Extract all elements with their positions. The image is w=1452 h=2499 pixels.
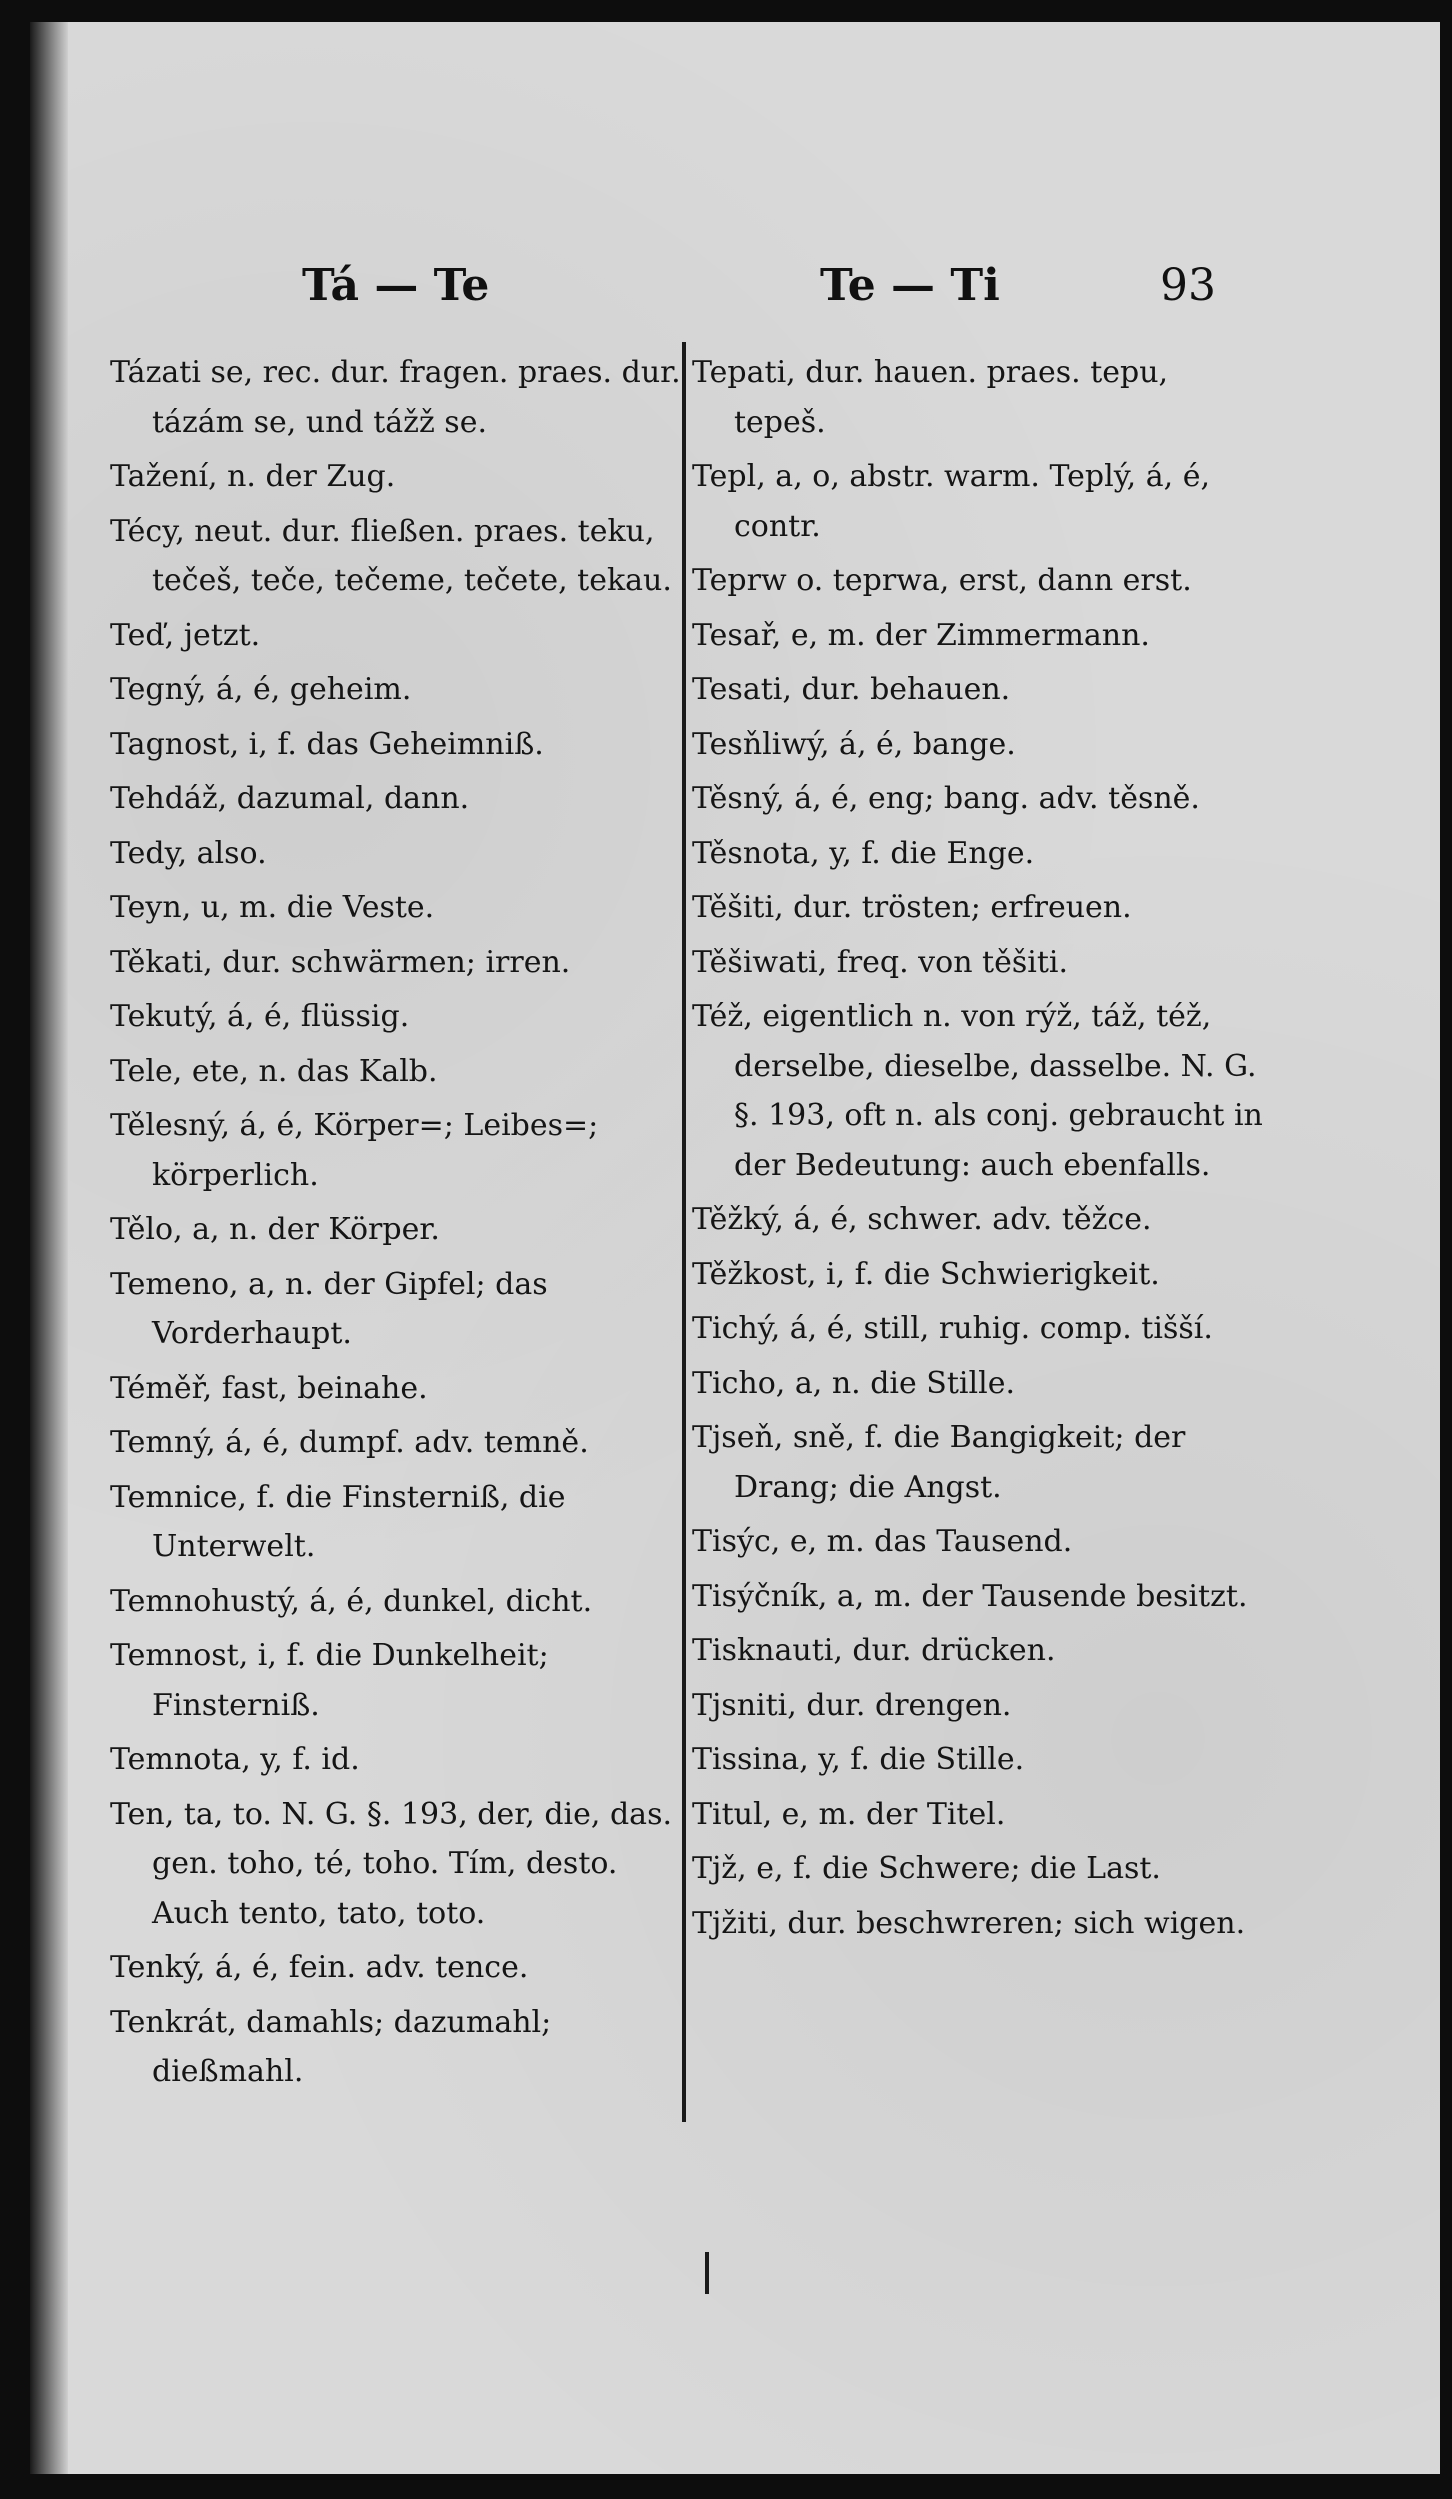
dictionary-entry: Temný, á, é, dumpf. adv. temně. — [110, 1425, 589, 1460]
dictionary-entry: Těžkost, i, f. die Schwierigkeit. — [692, 1256, 1160, 1292]
dictionary-entry: Tagnost, i, f. das Geheimniß. — [110, 726, 544, 762]
dictionary-entry: Tissina, y, f. die Stille. — [692, 1742, 1025, 1777]
dictionary-entry: Tepl, a, o, abstr. warm. Teplý, á, é, contr. — [692, 459, 1210, 544]
dictionary-entry: Técy, neut. dur. fließen. praes. teku, tečeš, teče, tečeme, tečete, tekau. — [110, 513, 672, 598]
dictionary-entry: Tisýčník, a, m. der Tausende besitzt. — [692, 1578, 1248, 1614]
dictionary-entry: Tenkrát, damahls; dazumahl; dießmahl. — [110, 2004, 552, 2089]
dictionary-entry: Temeno, a, n. der Gipfel; das Vorderhaupt. — [110, 1266, 548, 1351]
dictionary-entry: Temnost, i, f. die Dunkelheit; Finsterniß. — [110, 1638, 549, 1723]
dictionary-entry: Tenký, á, é, fein. adv. tence. — [110, 1950, 529, 1985]
dictionary-entry: Tesař, e, m. der Zimmermann. — [692, 617, 1150, 653]
dictionary-entry: Teprw o. teprwa, erst, dann erst. — [692, 563, 1192, 598]
dictionary-entry: Tichý, á, é, still, ruhig. comp. tišší. — [692, 1311, 1213, 1346]
dictionary-entry: Tělesný, á, é, Körper=; Leibes=; körperlich. — [110, 1108, 599, 1193]
dictionary-entry: Temnice, f. die Finsterniß, die Unterwelt. — [110, 1479, 566, 1564]
dictionary-entry: Tjseň, sně, f. die Bangigkeit; der Drang; die Angst. — [692, 1420, 1186, 1505]
dictionary-entry: Těšiti, dur. trösten; erfreuen. — [692, 890, 1132, 925]
running-header — [30, 260, 1440, 320]
dictionary-entry: Tepati, dur. hauen. praes. tepu, tepeš. — [692, 355, 1169, 440]
dictionary-entry: Tesati, dur. behauen. — [692, 672, 1011, 707]
dictionary-entry: Tehdáž, dazumal, dann. — [110, 781, 470, 816]
dictionary-entry: Těsný, á, é, eng; bang. adv. těsně. — [692, 781, 1200, 816]
dictionary-entry: Teyn, u, m. die Veste. — [110, 890, 435, 925]
dictionary-entry: Tisýc, e, m. das Tausend. — [692, 1524, 1073, 1559]
dictionary-entry: Tjsniti, dur. drengen. — [692, 1687, 1012, 1723]
header-left-range: Tá — Te — [302, 260, 490, 311]
dictionary-entry: Ticho, a, n. die Stille. — [692, 1365, 1015, 1401]
dictionary-entry: Tjžiti, dur. beschwreren; sich wigen. — [692, 1905, 1246, 1941]
dictionary-entry: Těkati, dur. schwärmen; irren. — [110, 944, 571, 980]
dictionary-entry: Tažení, n. der Zug. — [110, 459, 396, 494]
right-column — [692, 348, 1267, 1953]
dictionary-entry: Titul, e, m. der Titel. — [692, 1796, 1006, 1832]
dictionary-entry: Tjž, e, f. die Schwere; die Last. — [692, 1851, 1161, 1886]
page-number: 93 — [1160, 260, 1216, 311]
dictionary-entry: Též, eigentlich n. von rýž, táž, též, derselbe, dieselbe, dasselbe. N. G. §. 193, oft n. als conj. gebraucht in der Bedeutung: auch ebenfalls. — [692, 999, 1263, 1183]
dictionary-entry: Tekutý, á, é, flüssig. — [110, 999, 410, 1034]
dictionary-entry: Těšiwati, freq. von těšiti. — [692, 944, 1069, 980]
dictionary-entry: Teď, jetzt. — [110, 617, 261, 653]
dictionary-entry: Tedy, also. — [110, 835, 267, 871]
bottom-rule-mark — [705, 2252, 709, 2294]
dictionary-entry: Těsnota, y, f. die Enge. — [692, 835, 1035, 871]
book-page — [30, 22, 1440, 2474]
page-binding-edge — [30, 22, 68, 2474]
header-right-range: Te — Ti — [820, 260, 1000, 311]
dictionary-entry: Tázati se, rec. dur. fragen. praes. dur. tázám se, und tážž se. — [110, 355, 681, 440]
dictionary-entry: Téměř, fast, beinahe. — [110, 1370, 428, 1406]
dictionary-entry: Tělo, a, n. der Körper. — [110, 1212, 440, 1247]
dictionary-entry: Tesňliwý, á, é, bange. — [692, 726, 1016, 762]
dictionary-entry: Tele, ete, n. das Kalb. — [110, 1053, 438, 1089]
dictionary-entry: Temnota, y, f. id. — [110, 1742, 360, 1777]
dictionary-entry: Těžký, á, é, schwer. adv. těžce. — [692, 1202, 1152, 1237]
dictionary-entry: Tisknauti, dur. drücken. — [692, 1633, 1056, 1668]
dictionary-entry: Ten, ta, to. N. G. §. 193, der, die, das. gen. toho, té, toho. Tím, desto. Auch tento, tato, toto. — [110, 1796, 673, 1931]
dictionary-entry: Tegný, á, é, geheim. — [110, 672, 412, 707]
left-column — [110, 348, 690, 2102]
dictionary-entry: Temnohustý, á, é, dunkel, dicht. — [110, 1583, 593, 1619]
